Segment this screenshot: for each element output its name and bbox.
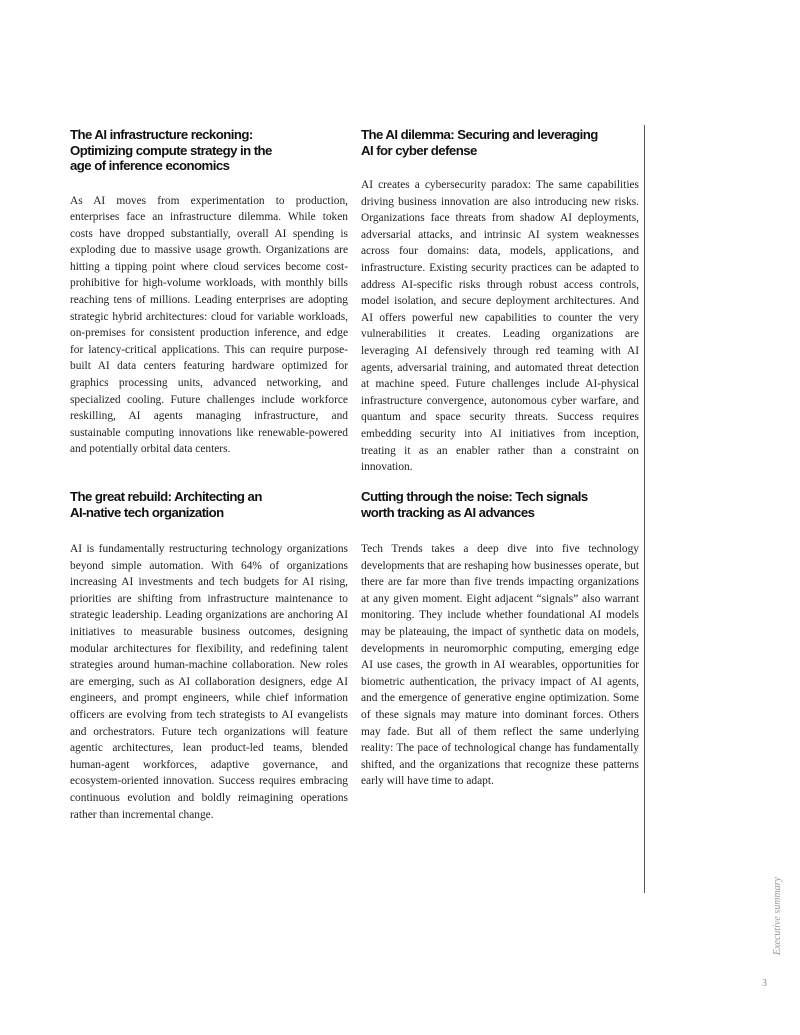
running-head: Executive summary xyxy=(772,876,783,955)
section-body: As AI moves from experimentation to production, enterprises face an infrastructure dilemma. While token costs have dropped substantially, overall AI spending is exploding due to massive usage growth. Organizations are hitting a tipping point where cloud services become cost-prohibitive for high-volume workloads, with monthly bills reaching tens of millions. Leading enterprises are adopting strategic hybrid architectures: cloud for variable workloads, on-premises for consistent production inference, and edge for latency-critical applications. This can require purpose-built AI data centers featuring hardware optimized for graphics processing units, advanced networking, and specialized cooling. Future challenges include workforce reskilling, AI agents managing infrastructure, and sustainable computing innovations like renewable-powered and potentially orbital data centers. xyxy=(70,194,348,456)
section-body: AI is fundamentally restructuring technology organizations beyond simple automation. With 64% of organizations increasing AI investments and tech budgets for AI rising, priorities are shifting from infrastructure maintenance to strategic leadership. Leading organizations are anchoring AI initiatives to measurable business outcomes, designing modular architectures for flexibility, and redefining talent strategies around human-machine collaboration. New roles are emerging, such as AI collaboration designers, edge AI engineers, and prompt engineers, while chief information officers are evolving from tech strategists to AI evangelists and orchestrators. Future tech organizations will feature agentic architectures, lean product-led teams, blended human-agent workforces, adaptive governance, and ecosystem-oriented innovation. Success requires embracing continuous evolution and boldly reimagining operations rather than incremental change. xyxy=(70,543,348,821)
page-number: 3 xyxy=(762,978,767,989)
section-great-rebuild xyxy=(70,489,348,823)
section-heading: Cutting through the noise: Tech signals worth tracking as AI advances xyxy=(361,489,588,520)
section-body: AI creates a cybersecurity paradox: The same capabilities driving business innovation are also introducing new risks. Organizations face threats from shadow AI deployments, adversarial attacks, and intrinsic AI system weaknesses across four domains: data, models, applications, and infrastructure. Existing security practices can be adapted to address AI-specific risks through robust access controls, model isolation, and secure deployment architectures. And AI offers powerful new capabilities to counter the very vulnerabilities it creates. Leading organizations are leveraging AI defensively through red teaming with AI agents, adversarial training, and automated threat detection at machine speed. Future challenges include AI-physical infrastructure convergence, autonomous cyber warfare, and quantum and space security threats. Success requires embedding security into AI initiatives from inception, treating it as an enabler rather than a constraint on innovation. xyxy=(361,179,639,474)
section-ai-dilemma xyxy=(361,127,639,476)
section-ai-infrastructure xyxy=(70,127,348,458)
section-tech-signals xyxy=(361,489,639,790)
section-heading: The AI infrastructure reckoning: Optimizing compute strategy in the age of inference economics xyxy=(70,127,272,173)
column-divider-rule xyxy=(644,125,645,893)
section-heading: The AI dilemma: Securing and leveraging AI for cyber defense xyxy=(361,127,598,158)
section-body: Tech Trends takes a deep dive into five technology developments that are reshaping how businesses operate, but there are far more than five trends impacting organizations at any given moment. Eight adjacent “signals” also warrant monitoring. They include whether foundational AI models may be plateauing, the impact of synthetic data on models, developments in neuromorphic computing, emerging edge AI use cases, the growth in AI wearables, opportunities for biometric authentication, the privacy impact of AI agents, and the emergence of generative engine optimization. Some of these signals may mature into dominant forces. Others may fade. But all of them reflect the same underlying reality: The pace of technological change has fundamentally shifted, and the organizations that recognize these patterns early will have time to adapt. xyxy=(361,543,639,788)
section-heading: The great rebuild: Architecting an AI-native tech organization xyxy=(70,489,262,520)
